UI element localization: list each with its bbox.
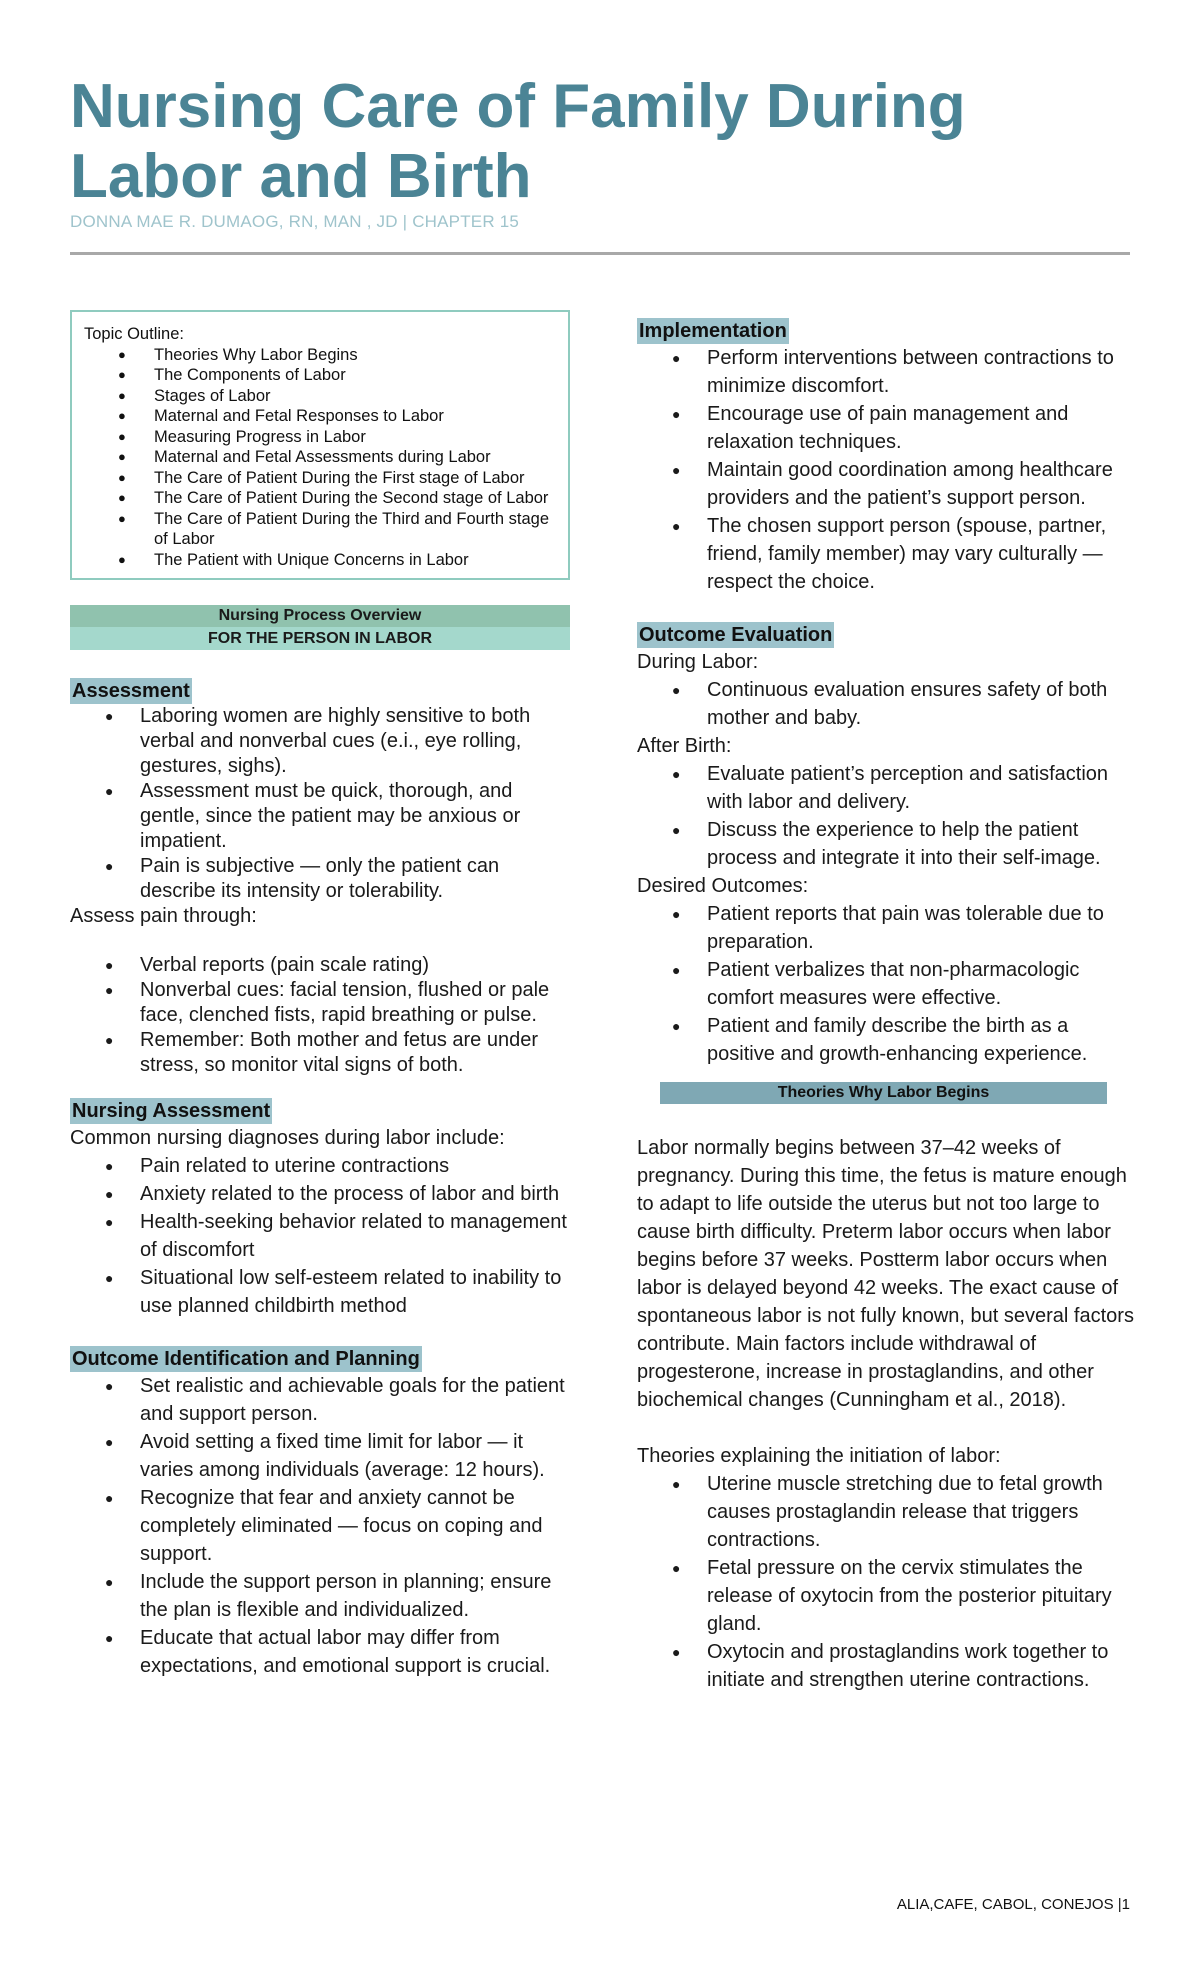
list-item: ● Perform interventions between contractions to minimize discomfort. [637,344,1137,400]
list-item: ● Maintain good coordination among healthcare providers and the patient’s support person. [637,456,1137,512]
list-item: ● Health-seeking behavior related to management of discomfort [70,1208,570,1264]
list-item: ● Theories Why Labor Begins [84,345,558,366]
after-label: After Birth: [637,735,732,757]
right-column [637,318,1137,1694]
evaluation-heading: Outcome Evaluation [639,624,833,646]
list-item: ● Anxiety related to the process of labor and birth [70,1180,570,1208]
theories-list-intro: Theories explaining the initiation of labor: [637,1445,1001,1467]
list-item: ● The Patient with Unique Concerns in Labor [84,550,558,571]
assessment-heading: Assessment [72,680,190,702]
overview-band-title: Nursing Process Overview [70,605,570,627]
topic-outline-box [70,310,570,580]
topic-outline-label: Topic Outline: [84,325,184,343]
during-list [637,676,1137,732]
list-item: ● Set realistic and achievable goals for the patient and support person. [70,1372,570,1428]
planning-list [70,1372,570,1680]
implementation-section [637,318,1137,596]
list-item: ● Continuous evaluation ensures safety of both mother and baby. [637,676,1137,732]
list-item: ● The Components of Labor [84,365,558,386]
list-item: ● Nonverbal cues: facial tension, flushed or pale face, clenched fists, rapid breathing or pulse. [70,978,570,1028]
after-list [637,760,1137,872]
list-item: ● The chosen support person (spouse, partner, friend, family member) may vary culturally — respect the choice. [637,512,1137,596]
author-subtitle: DONNA MAE R. DUMAOG, RN, MAN , JD | CHAPTER 15 [70,212,520,231]
desired-label: Desired Outcomes: [637,875,809,897]
list-item: ● Oxytocin and prostaglandins work together to initiate and strengthen uterine contractions. [637,1638,1137,1694]
list-item: ● The Care of Patient During the First stage of Labor [84,468,558,489]
pain-intro: Assess pain through: [70,905,257,927]
list-item: ● Patient verbalizes that non-pharmacologic comfort measures were effective. [637,956,1137,1012]
list-item: ● Evaluate patient’s perception and satisfaction with labor and delivery. [637,760,1137,816]
list-item: ● Remember: Both mother and fetus are under stress, so monitor vital signs of both. [70,1028,570,1078]
desired-list [637,900,1137,1068]
during-label: During Labor: [637,651,759,673]
left-column [70,310,570,1680]
implementation-list [637,344,1137,596]
list-item: ● Pain related to uterine contractions [70,1152,570,1180]
list-item: ● Encourage use of pain management and relaxation techniques. [637,400,1137,456]
list-item: ● Maternal and Fetal Responses to Labor [84,406,558,427]
list-item: ● The Care of Patient During the Second stage of Labor [84,488,558,509]
nursing-assessment-list [70,1152,570,1320]
list-item: ● Patient reports that pain was tolerable due to preparation. [637,900,1137,956]
list-item: ● Measuring Progress in Labor [84,427,558,448]
theories-paragraph: Labor normally begins between 37–42 weeks of pregnancy. During this time, the fetus is mature enough to adapt to life outside the uterus but not too large to cause birth difficulty. Preterm labor occurs when labor begins before 37 weeks. Postterm labor occurs when labor is delayed beyond 42 weeks. The exact cause of spontaneous labor is not fully known, but several factors contribute. Main factors include withdrawal of progesterone, increase in prostaglandins, and other biochemical changes (Cunningham et al., 2018). [637,1137,1134,1411]
list-item: ● Pain is subjective — only the patient can describe its intensity or tolerability. [70,854,570,904]
list-item: ● Fetal pressure on the cervix stimulates the release of oxytocin from the posterior pituitary gland. [637,1554,1137,1638]
list-item: ● Recognize that fear and anxiety cannot be completely eliminated — focus on coping and support. [70,1484,570,1568]
pain-list [70,953,570,1078]
list-item: ● Assessment must be quick, thorough, and gentle, since the patient may be anxious or impatient. [70,779,570,854]
list-item: ● Discuss the experience to help the patient process and integrate it into their self-image. [637,816,1137,872]
nursing-assessment-section [70,1098,570,1320]
list-item: ● Stages of Labor [84,386,558,407]
list-item: ● Situational low self-esteem related to inability to use planned childbirth method [70,1264,570,1320]
topic-outline-list [84,345,558,571]
nursing-assessment-intro: Common nursing diagnoses during labor include: [70,1127,505,1149]
theories-list [637,1470,1137,1694]
overview-band-subtitle: FOR THE PERSON IN LABOR [70,627,570,650]
list-item: ● Avoid setting a fixed time limit for labor — it varies among individuals (average: 12 hours). [70,1428,570,1484]
page-footer: ALIA,CAFE, CABOL, CONEJOS |1 [896,1896,1130,1913]
list-item: ● Uterine muscle stretching due to fetal growth causes prostaglandin release that triggers contractions. [637,1470,1137,1554]
planning-section [70,1346,570,1680]
implementation-heading: Implementation [639,320,787,342]
assessment-list [70,704,570,904]
list-item: ● Educate that actual labor may differ from expectations, and emotional support is crucial. [70,1624,570,1680]
page-title: Nursing Care of Family During Labor and Birth [70,72,966,211]
theories-band: Theories Why Labor Begins [660,1082,1107,1104]
list-item: ● The Care of Patient During the Third and Fourth stage of Labor [84,509,558,550]
header-divider [70,252,1130,255]
assessment-section [70,678,570,1078]
list-item: ● Laboring women are highly sensitive to both verbal and nonverbal cues (e.i., eye rolling, gestures, sighs). [70,704,570,779]
list-item: ● Include the support person in planning; ensure the plan is flexible and individualized. [70,1568,570,1624]
list-item: ● Maternal and Fetal Assessments during Labor [84,447,558,468]
evaluation-section [637,622,1137,1068]
list-item: ● Verbal reports (pain scale rating) [70,953,570,978]
list-item: ● Patient and family describe the birth as a positive and growth-enhancing experience. [637,1012,1137,1068]
planning-heading: Outcome Identification and Planning [72,1348,420,1370]
nursing-assessment-heading: Nursing Assessment [72,1100,271,1122]
